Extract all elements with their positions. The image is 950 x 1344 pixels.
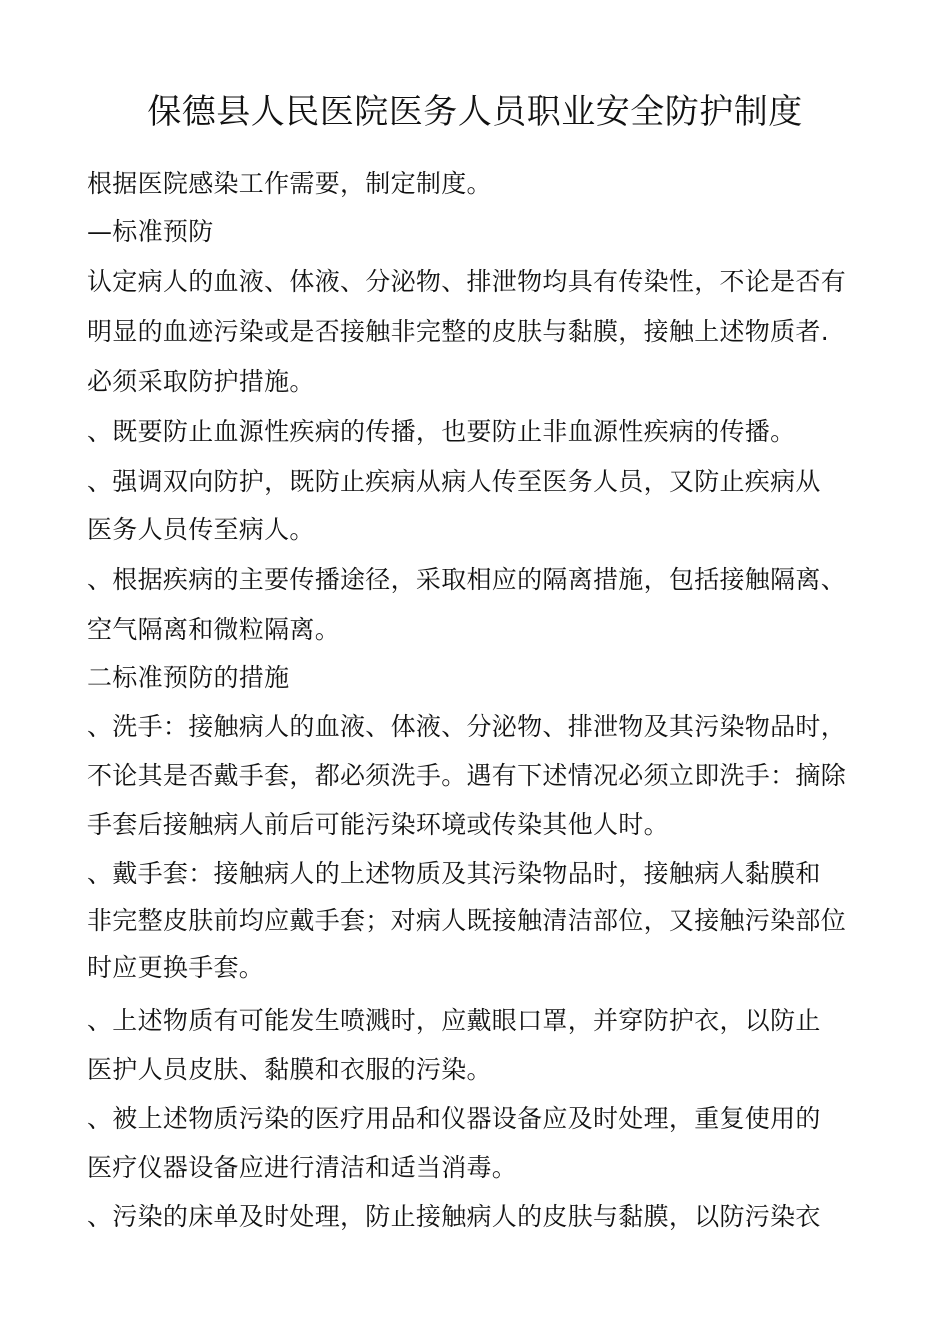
- section-heading-2: 二标准预防的措施: [87, 663, 290, 692]
- text-line: 、既要防止血源性疾病的传播，也要防止非血源性疾病的传播。: [87, 417, 796, 446]
- text-line: 必须采取防护措施。: [87, 367, 315, 396]
- text-line: 认定病人的血液、体液、分泌物、排泄物均具有传染性，不论是否有: [87, 267, 847, 296]
- text-line: 不论其是否戴手套，都必须洗手。遇有下述情况必须立即洗手：摘除: [87, 761, 847, 790]
- text-line: 明显的血迹污染或是否接触非完整的皮肤与黏膜，接触上述物质者.: [87, 317, 829, 346]
- document-title: 保德县人民医院医务人员职业安全防护制度: [147, 92, 803, 132]
- text-line: 、强调双向防护，既防止疾病从病人传至医务人员，又防止疾病从: [87, 467, 821, 496]
- text-line: 、根据疾病的主要传播途径，采取相应的隔离措施，包括接触隔离、: [87, 565, 847, 594]
- text-line: 、污染的床单及时处理，防止接触病人的皮肤与黏膜，以防污染衣: [87, 1202, 821, 1231]
- text-line: 医护人员皮肤、黏膜和衣服的污染。: [87, 1055, 492, 1084]
- section-heading-1: —标准预防: [87, 217, 214, 246]
- text-line: 医疗仪器设备应进行清洁和适当消毒。: [87, 1153, 518, 1182]
- text-line: 手套后接触病人前后可能污染环境或传染其他人时。: [87, 810, 669, 839]
- text-line: 、戴手套：接触病人的上述物质及其污染物品时，接触病人黏膜和: [87, 859, 821, 888]
- text-line: 根据医院感染工作需要，制定制度。: [87, 169, 492, 198]
- text-line: 、被上述物质污染的医疗用品和仪器设备应及时处理，重复使用的: [87, 1104, 821, 1133]
- text-line: 、洗手：接触病人的血液、体液、分泌物、排泄物及其污染物品时，: [87, 712, 847, 741]
- text-line: 、上述物质有可能发生喷溅时，应戴眼口罩，并穿防护衣，以防止: [87, 1006, 821, 1035]
- text-line: 非完整皮肤前均应戴手套；对病人既接触清洁部位，又接触污染部位: [87, 906, 847, 935]
- text-line: 空气隔离和微粒隔离。: [87, 615, 341, 644]
- text-line: 医务人员传至病人。: [87, 515, 315, 544]
- text-line: 时应更换手套。: [87, 953, 265, 982]
